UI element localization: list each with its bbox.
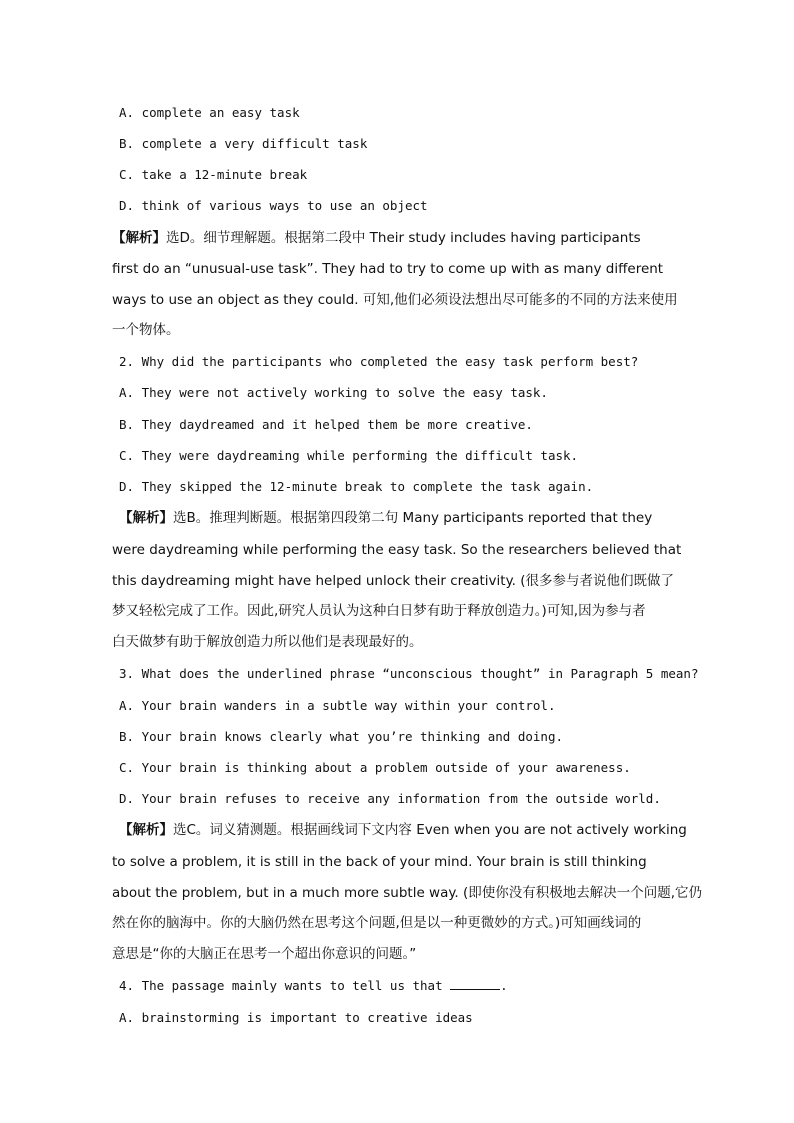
- q1-explanation-line-2: first do an “unusual-use task”. They had to try to come up with as many different: [112, 261, 664, 277]
- q2-explanation-line-3: this daydreaming might have helped unlock their creativity. (很多参与者说他们既做了: [112, 573, 674, 589]
- explanation-tag: 【解析】: [112, 230, 166, 246]
- q3-option-c: C. Your brain is thinking about a problem outside of your awareness.: [119, 760, 631, 775]
- q3-explanation-line-2: to solve a problem, it is still in the back of your mind. Your brain is still thinking: [112, 854, 647, 870]
- q3-question: 3. What does the underlined phrase “unconscious thought” in Paragraph 5 mean?: [119, 666, 699, 681]
- q2-explanation-line-1: 【解析】选B。推理判断题。根据第四段第二句 Many participants reported that they: [119, 510, 653, 526]
- q3-explanation-line-4: 然在你的脑海中。你的大脑仍然在思考这个问题,但是以一种更微妙的方式。)可知画线词的: [112, 915, 642, 931]
- q2-option-c: C. They were daydreaming while performing the difficult task.: [119, 448, 579, 463]
- q3-option-d: D. Your brain refuses to receive any information from the outside world.: [119, 791, 661, 806]
- q1-option-c: C. take a 12-minute break: [119, 167, 308, 182]
- q2-explanation-line-2: were daydreaming while performing the easy task. So the researchers believed that: [112, 542, 682, 558]
- q1-explanation-line-4: 一个物体。: [112, 322, 180, 338]
- q1-option-a: A. complete an easy task: [119, 105, 300, 120]
- q2-option-d: D. They skipped the 12-minute break to complete the task again.: [119, 479, 594, 494]
- q1-option-d: D. think of various ways to use an object: [119, 198, 428, 213]
- q4-option-a: A. brainstorming is important to creative ideas: [119, 1010, 473, 1025]
- q1-option-b: B. complete a very difficult task: [119, 136, 368, 151]
- q2-option-a: A. They were not actively working to solve the easy task.: [119, 385, 548, 400]
- q3-option-b: B. Your brain knows clearly what you’re thinking and doing.: [119, 729, 564, 744]
- q2-explanation-line-5: 白天做梦有助于解放创造力所以他们是表现最好的。: [112, 634, 423, 650]
- q1-explanation-line-3: ways to use an object as they could. 可知,他们必须设法想出尽可能多的不同的方法来使用: [112, 292, 678, 308]
- q2-explanation-line-4: 梦又轻松完成了工作。因此,研究人员认为这种白日梦有助于释放创造力。)可知,因为参与者: [112, 603, 646, 619]
- q1-explanation-line-1: 【解析】选D。细节理解题。根据第二段中 Their study includes having participants: [112, 230, 641, 246]
- explanation-tag: 【解析】: [119, 822, 173, 838]
- q3-explanation-line-1: 【解析】选C。词义猜测题。根据画线词下文内容 Even when you are not actively working: [119, 822, 687, 838]
- q2-question: 2. Why did the participants who completed the easy task perform best?: [119, 354, 639, 369]
- q4-question: 4. The passage mainly wants to tell us that .: [119, 978, 508, 993]
- q2-option-b: B. They daydreamed and it helped them be more creative.: [119, 417, 533, 432]
- q3-explanation-line-5: 意思是“你的大脑正在思考一个超出你意识的问题。”: [112, 946, 417, 962]
- q3-option-a: A. Your brain wanders in a subtle way within your control.: [119, 698, 556, 713]
- q3-explanation-line-3: about the problem, but in a much more subtle way. (即使你没有积极地去解决一个问题,它仍: [112, 885, 703, 901]
- answer-blank: [450, 977, 500, 990]
- explanation-tag: 【解析】: [119, 510, 173, 526]
